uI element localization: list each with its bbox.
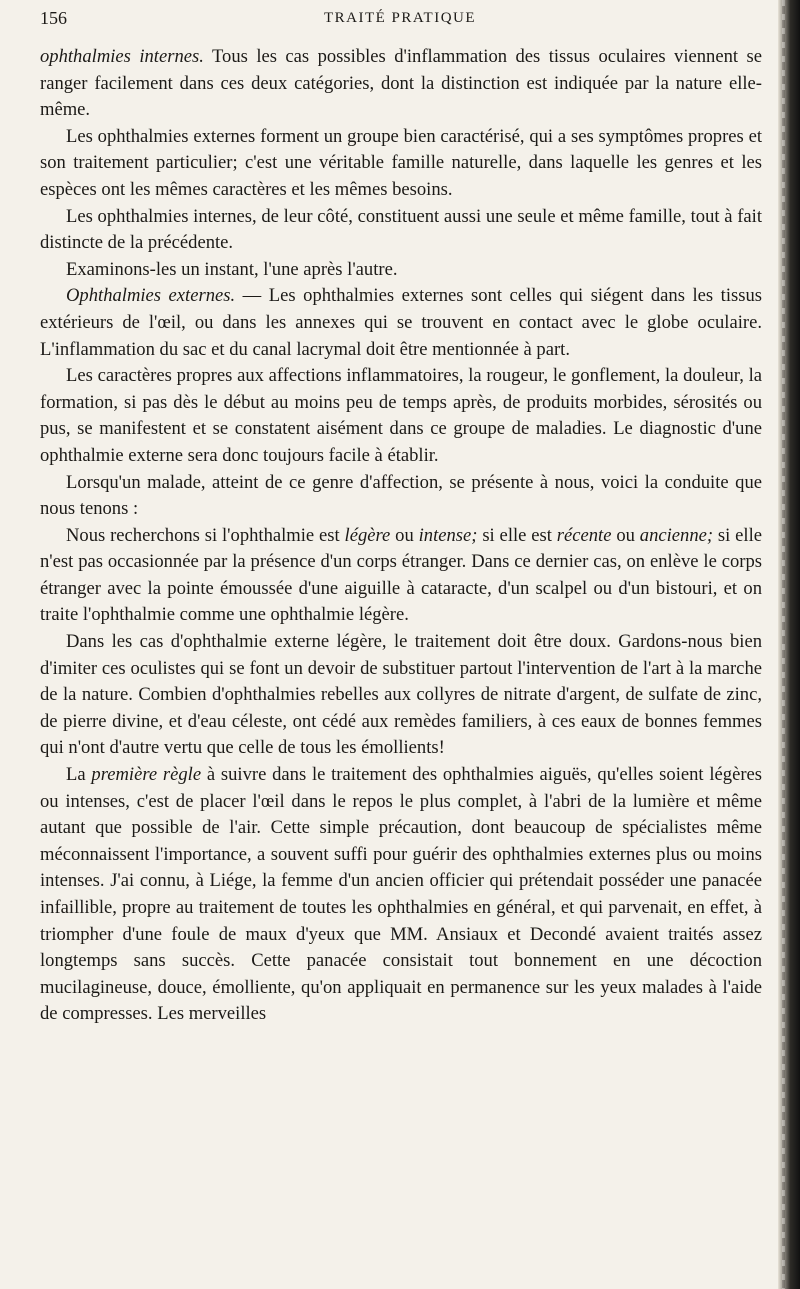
page-header	[40, 6, 760, 36]
paragraph-text: si elle est	[477, 524, 557, 546]
paragraph: Dans les cas d'ophthalmie externe légère, le traitement doit être doux. Gardons-nous bien d'imiter ces oculistes qui se font un devoir de substituer partout l'intervention de l'art à la marche de la nature. Combien d'ophthalmies rebelles aux collyres de nitrate d'argent, de sulfate de zinc, de pierre divine, et d'eau céleste, ont cédé aux remèdes familiers, à ces eaux de bonnes femmes qui n'ont d'autre vertu que celle de tous les émollients!	[40, 631, 762, 759]
italic-term: légère	[344, 524, 391, 546]
paragraph-text: ou	[390, 524, 419, 546]
paragraph-text: ou	[611, 524, 640, 546]
italic-term: intense;	[418, 524, 478, 546]
book-binding-edge	[778, 0, 800, 1289]
paragraph-text: La	[66, 764, 92, 786]
body-text	[40, 44, 762, 1028]
paragraph-text: Nous recherchons si l'ophthalmie est	[66, 524, 345, 546]
paragraph: Les ophthalmies internes, de leur côté, constituent aussi une seule et même famille, tout à fait distincte de la précédente.	[40, 205, 762, 254]
italic-term: ancienne;	[639, 524, 714, 546]
italic-phrase: ophthalmies internes.	[40, 46, 204, 67]
paragraph: Les ophthalmies externes forment un groupe bien caractérisé, qui a ses symptômes propres et son traitement particulier; c'est une véritable famille naturelle, dans laquelle les genres et les espèces ont les mêmes caractères et les mêmes besoins.	[40, 125, 762, 200]
paragraph	[40, 762, 762, 1028]
paragraph-text: Tous les cas possibles d'inflammation des tissus oculaires viennent se ranger facilement dans ces deux catégories, dont la distinction est indiquée par la nature elle-même.	[40, 46, 762, 121]
paragraph	[40, 523, 762, 629]
paragraph: Les caractères propres aux affections inflammatoires, la rougeur, le gonflement, la douleur, la formation, si pas dès le début au moins peu de temps après, de produits morbides, sérosités ou pus, se manifestent et se constatent aisément dans ce groupe de maladies. Le diagnostic d'une ophthalmie externe sera donc toujours facile à établir.	[40, 365, 762, 466]
paragraph	[40, 283, 762, 363]
paragraph-text: à suivre dans le traitement des ophthalmies aiguës, qu'elles soient légères ou intenses, c'est de placer l'œil dans le repos le plus complet, à l'abri de la lumière et même autant que possible de l'air. Cette simple précaution, dont beaucoup de spécialistes même méconnaissent l'importance, a souvent suffi pour guérir des ophthalmies externes plus ou moins intenses. J'ai connu, à Liége, la femme d'un ancien officier qui prétendait posséder une panacée infaillible, propre au traitement de toutes les ophthalmies en général, et qui parvenait, en effet, à triompher d'une foule de maux d'yeux que MM. Ansiaux et Decondé avaient traités assez longtemps sans succès. Cette panacée consistait tout bonnement en une décoction mucilagineuse, douce, émolliente, qu'on appliquait en permanence sur les yeux malades à l'aide de compresses. Les merveilles	[40, 764, 763, 1025]
section-heading-italic: Ophthalmies externes.	[66, 285, 236, 307]
paragraph: Examinons-les un instant, l'une après l'autre.	[66, 258, 398, 280]
paragraph	[40, 44, 762, 124]
paragraph-text: — Les ophthalmies externes sont celles qui siégent dans les tissus extérieurs de l'œil, ou dans les annexes qui se trouvent en contact avec le globe oculaire. L'inflammation du sac et du canal lacrymal doit être mentionnée à part.	[40, 285, 762, 360]
paragraph-text: si elle n'est pas occasionnée par la présence d'un corps étranger. Dans ce dernier cas, on enlève le corps étranger avec la pointe émoussée d'une aiguille à cataracte, d'un scalpel ou d'un bistouri, et on traite l'ophthalmie comme une ophthalmie légère.	[40, 524, 763, 626]
page-number: 156	[40, 8, 67, 28]
italic-term: récente	[556, 524, 612, 546]
running-title: TRAITÉ PRATIQUE	[323, 10, 477, 26]
paragraph: Lorsqu'un malade, atteint de ce genre d'affection, se présente à nous, voici la conduite que nous tenons :	[40, 471, 762, 520]
italic-term: première règle	[91, 764, 202, 786]
